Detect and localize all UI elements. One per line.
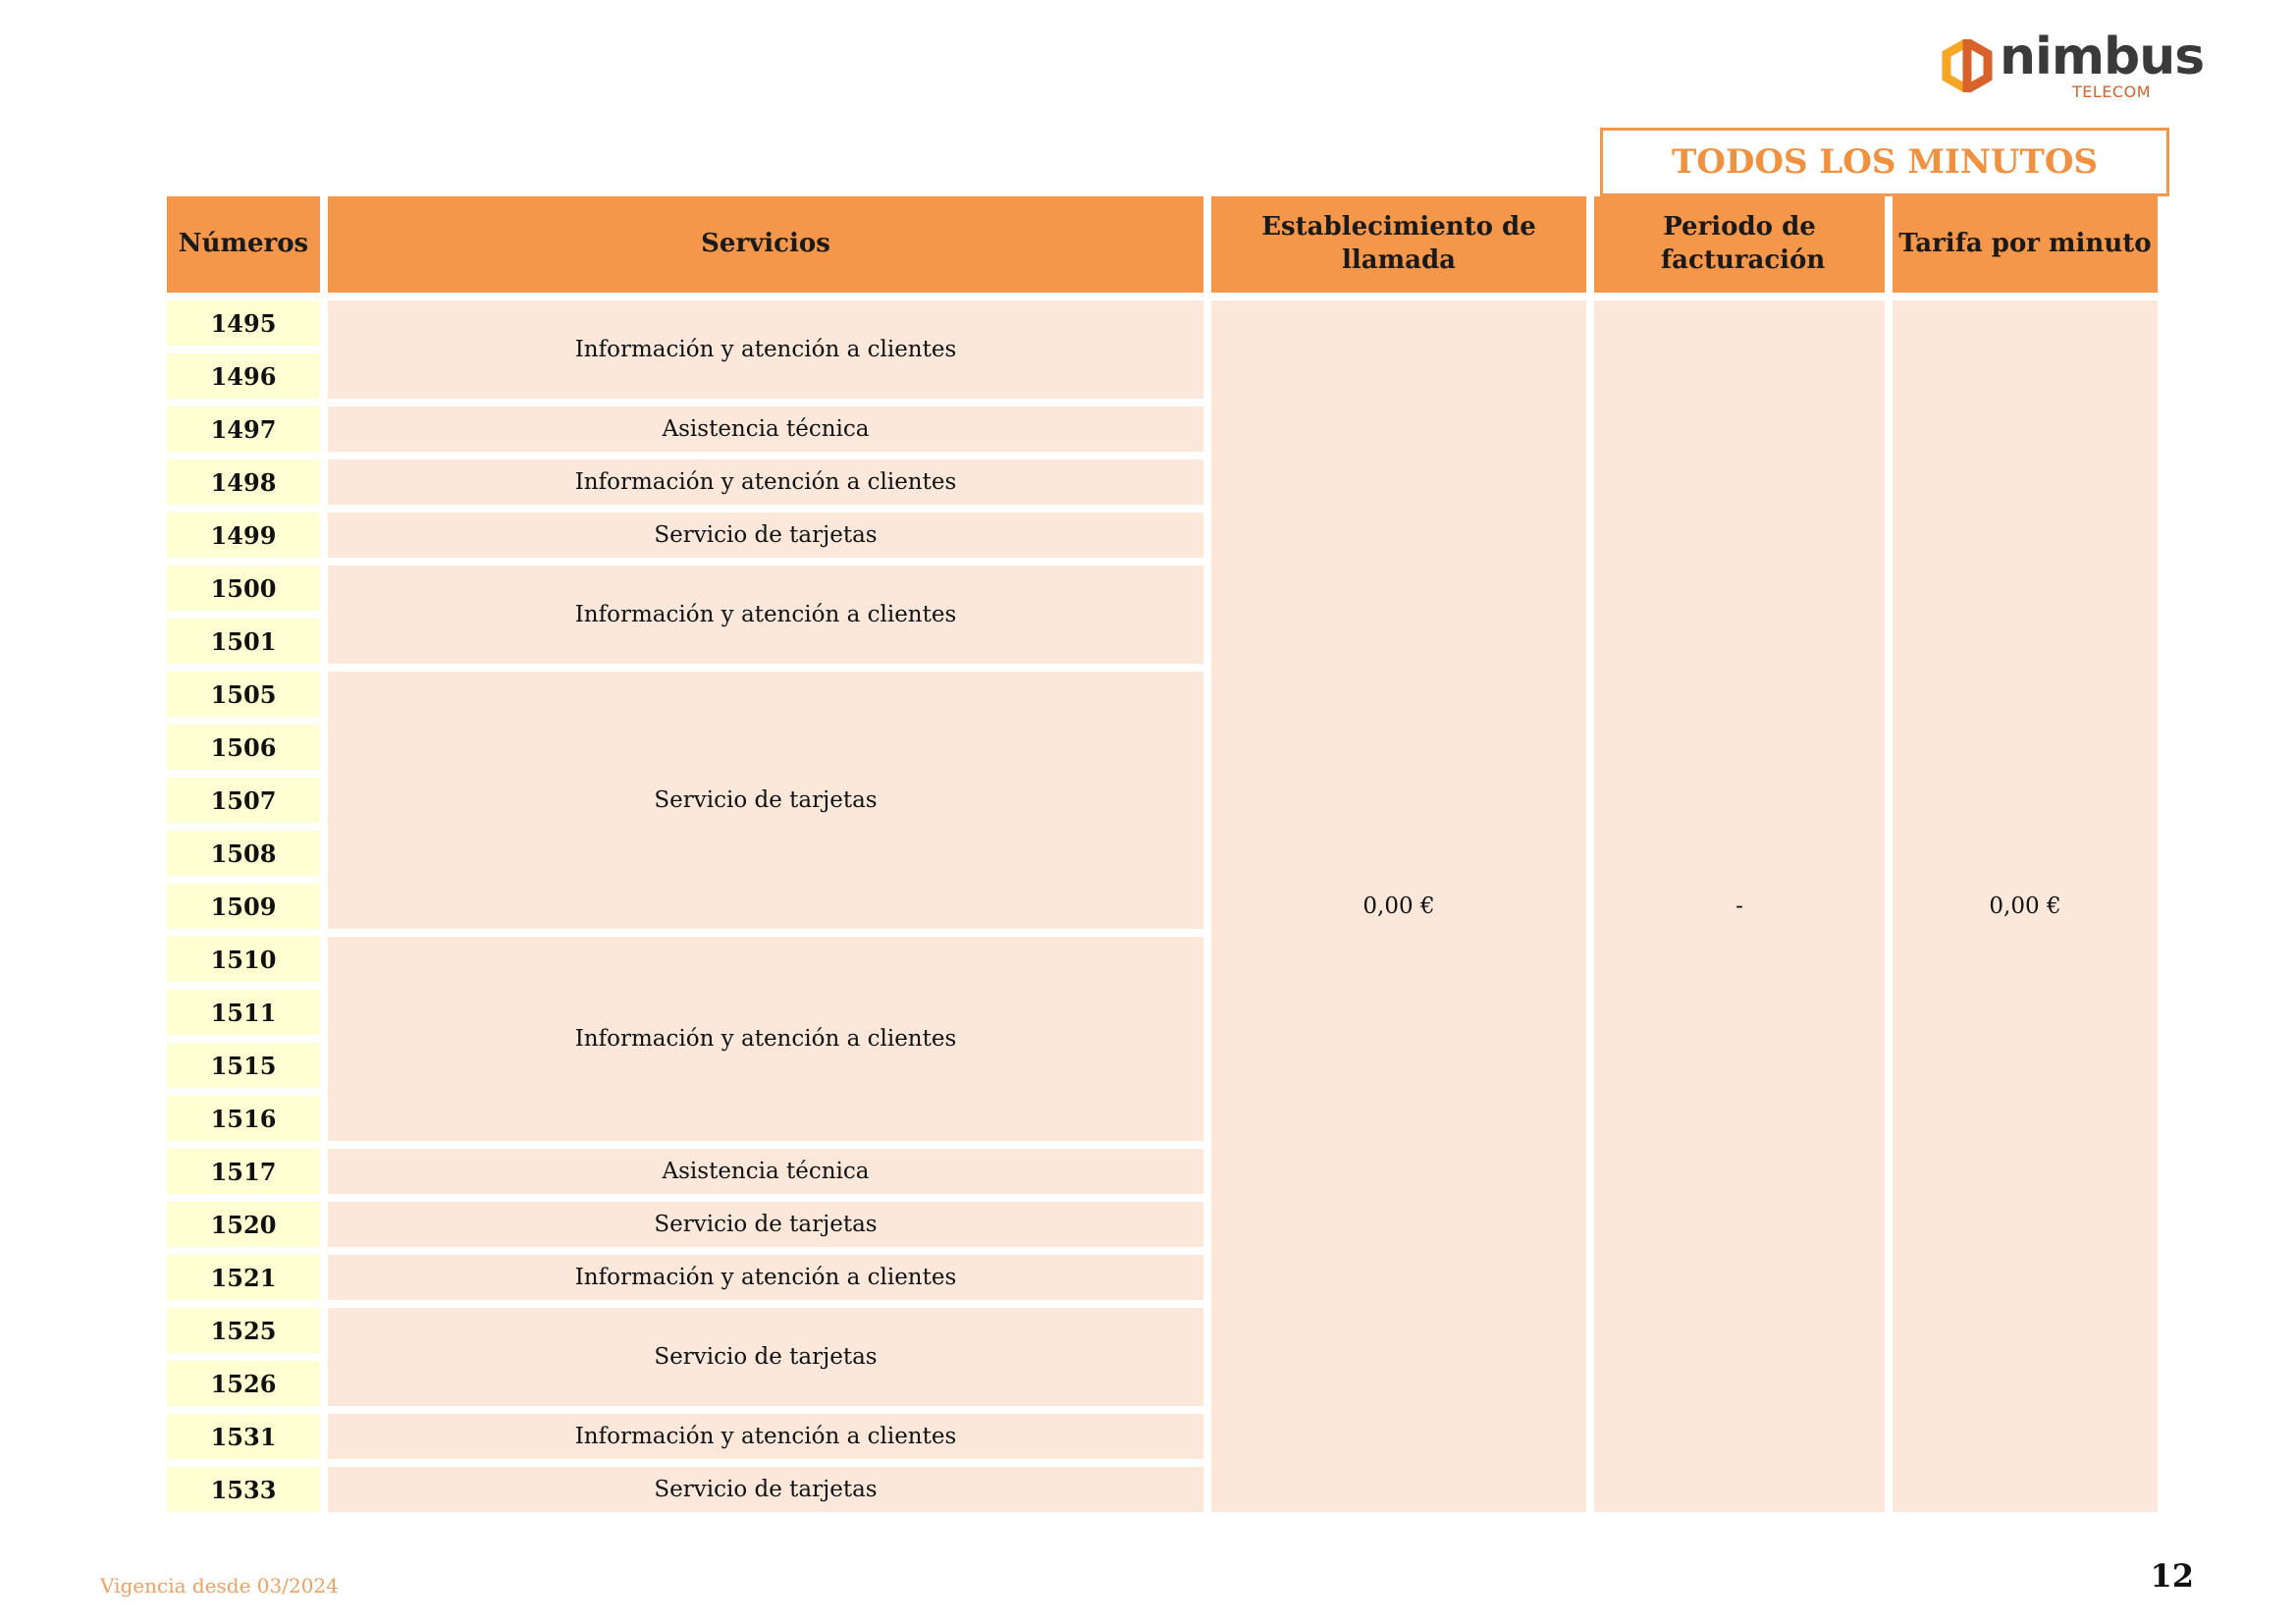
number-cell: 1516 [167, 1096, 320, 1141]
service-cell: Servicio de tarjetas [328, 513, 1203, 558]
header-periodo-label: Periodo de facturación [1661, 212, 1826, 275]
validity-note: Vigencia desde 03/2024 [100, 1574, 339, 1597]
header-servicios: Servicios [328, 196, 1203, 293]
number-cell: 1511 [167, 990, 320, 1035]
number-cell: 1510 [167, 937, 320, 982]
service-cell: Información y atención a clientes [328, 566, 1203, 664]
number-cell: 1520 [167, 1202, 320, 1247]
number-cell: 1497 [167, 406, 320, 452]
table-row [167, 300, 2158, 346]
table-header-row [167, 196, 2158, 293]
service-cell: Servicio de tarjetas [328, 1308, 1203, 1406]
service-cell: Información y atención a clientes [328, 300, 1203, 399]
number-cell: 1495 [167, 300, 320, 346]
header-tarifa: Tarifa por minuto [1893, 196, 2158, 293]
number-cell: 1533 [167, 1467, 320, 1512]
number-cell: 1498 [167, 460, 320, 505]
number-cell: 1531 [167, 1414, 320, 1459]
service-cell: Información y atención a clientes [328, 460, 1203, 505]
page-number: 12 [2150, 1557, 2194, 1595]
service-cell: Servicio de tarjetas [328, 672, 1203, 929]
logo-subtitle: TELECOM [2072, 82, 2151, 101]
number-cell: 1525 [167, 1308, 320, 1353]
service-cell: Información y atención a clientes [328, 937, 1203, 1141]
number-cell: 1521 [167, 1255, 320, 1300]
tarifa-value: 0,00 € [1893, 300, 2158, 1512]
logo-wordmark: nimbus [2000, 27, 2205, 86]
number-cell: 1496 [167, 353, 320, 399]
service-cell: Información y atención a clientes [328, 1255, 1203, 1300]
number-cell: 1508 [167, 831, 320, 876]
number-cell: 1499 [167, 513, 320, 558]
section-title: TODOS LOS MINUTOS [1671, 142, 2099, 182]
service-cell: Asistencia técnica [328, 1149, 1203, 1194]
establecimiento-value: 0,00 € [1211, 300, 1586, 1512]
service-cell: Servicio de tarjetas [328, 1202, 1203, 1247]
rates-table [159, 189, 2165, 1520]
number-cell: 1517 [167, 1149, 320, 1194]
number-cell: 1506 [167, 725, 320, 770]
number-cell: 1507 [167, 778, 320, 823]
section-title-box [1600, 128, 2169, 196]
number-cell: 1501 [167, 619, 320, 664]
hexagon-logo-icon [1941, 39, 1994, 92]
number-cell: 1505 [167, 672, 320, 717]
service-cell: Información y atención a clientes [328, 1414, 1203, 1459]
service-cell: Asistencia técnica [328, 406, 1203, 452]
nimbus-telecom-logo [1939, 27, 2205, 108]
number-cell: 1515 [167, 1043, 320, 1088]
header-periodo [1594, 196, 1885, 293]
number-cell: 1509 [167, 884, 320, 929]
number-cell: 1500 [167, 566, 320, 611]
service-cell: Servicio de tarjetas [328, 1467, 1203, 1512]
header-numeros: Números [167, 196, 320, 293]
header-establecimiento: Establecimiento de llamada [1211, 196, 1586, 293]
periodo-value: - [1594, 300, 1885, 1512]
number-cell: 1526 [167, 1361, 320, 1406]
